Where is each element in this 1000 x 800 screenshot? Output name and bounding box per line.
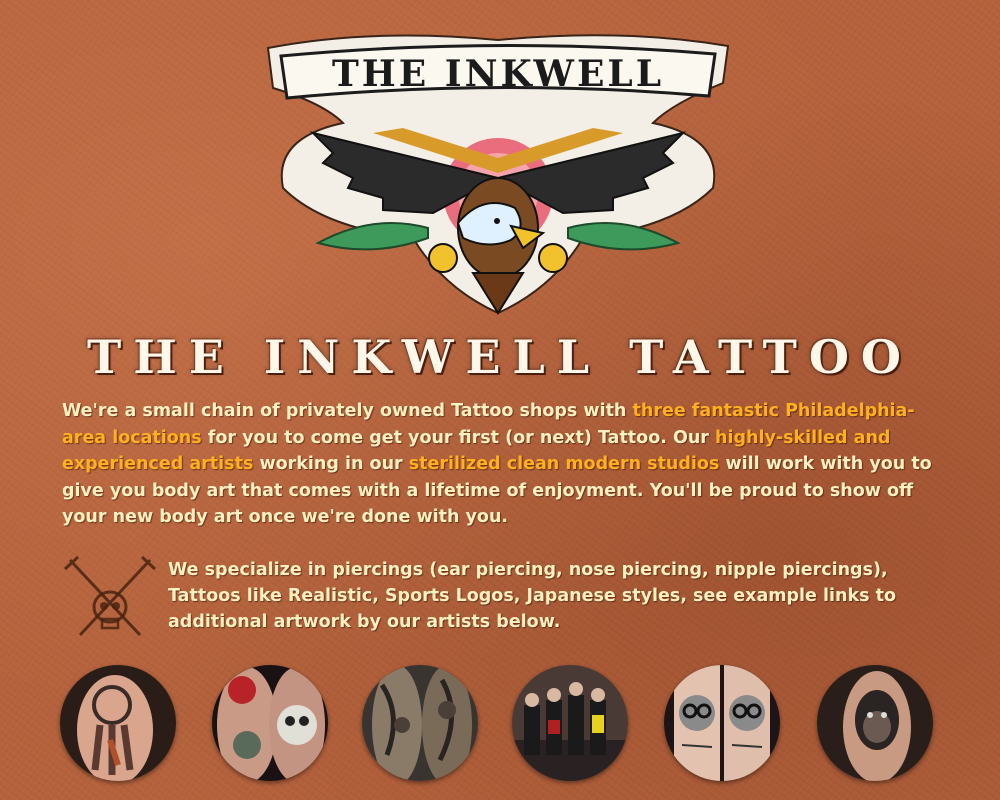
sleeve-tattoo-icon — [362, 665, 478, 781]
group-photo-icon — [512, 665, 628, 781]
cats-tattoo-icon — [664, 665, 780, 781]
thumb-sleeve[interactable] — [362, 665, 478, 781]
studios-link[interactable]: sterilized clean modern studios — [408, 454, 720, 474]
thumb-group[interactable] — [512, 665, 628, 781]
ape-portrait-tattoo-icon — [817, 665, 933, 781]
logo-text: THE INKWELL — [331, 53, 665, 95]
thumb-ape[interactable] — [817, 665, 933, 781]
thumb-dreamcatcher[interactable] — [60, 665, 176, 781]
intro-text: will work with you to give you body art that comes with a lifetime of enjoyment. You'll be proud to show off your new body art once we're done with you. — [62, 454, 932, 527]
thumb-skull-roses[interactable] — [212, 665, 328, 781]
intro-paragraph — [62, 398, 942, 531]
skull-rose-tattoo-icon — [212, 665, 328, 781]
page-title: THE INKWELL TATTOO — [87, 330, 913, 384]
dreamcatcher-tattoo-icon — [60, 665, 176, 781]
locations-link[interactable]: three fantastic Philadelphia-area locations — [62, 401, 915, 448]
thumb-cats[interactable] — [664, 665, 780, 781]
intro-text: working in our — [253, 454, 409, 474]
intro-text: for you to come get your first (or next) Tattoo. Our — [201, 427, 716, 448]
specialize-section — [60, 555, 950, 645]
artists-link[interactable]: highly-skilled and experienced artists — [62, 427, 891, 474]
gallery — [0, 665, 1000, 781]
specialize-text: We specialize in piercings (ear piercing, nose piercing, nipple piercings), Tattoos like Realistic, Sports Logos, Japanese styles, see example links to additional artwork by our artists below. — [168, 560, 896, 632]
intro-text: We're a small chain of privately owned Tattoo shops with — [62, 401, 633, 421]
logo[interactable] — [253, 28, 743, 323]
skull-daggers-icon — [60, 555, 160, 643]
